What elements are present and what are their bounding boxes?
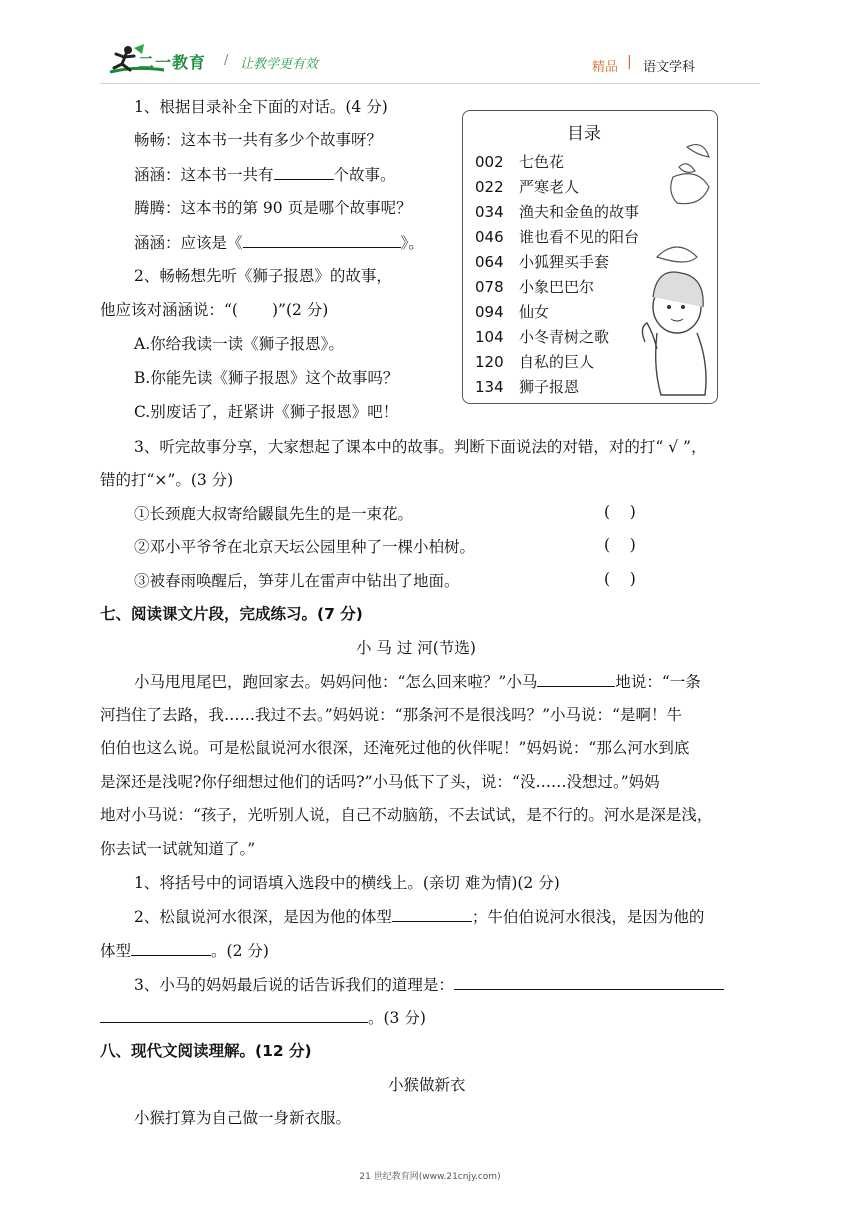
answer-paren[interactable]: ( ) xyxy=(604,536,636,554)
q1-line2 xyxy=(134,163,396,186)
q2-option-a: A.你给我读一读《狮子报恩》。 xyxy=(134,335,344,353)
q1-line3: 腾腾：这本书的第 90 页是哪个故事呢？ xyxy=(134,199,412,217)
q2-line1: 2、畅畅想先听《狮子报恩》的故事， xyxy=(134,267,392,285)
q3-item-1: ①长颈鹿大叔寄给鼹鼠先生的是一束花。 xyxy=(134,505,414,523)
q2-line2-end: )”(2 分) xyxy=(271,301,329,319)
toc-row: 002 七色花 xyxy=(475,153,565,171)
answer-paren[interactable]: ( ) xyxy=(604,570,636,588)
story-title: 小猴做新衣 xyxy=(388,1076,466,1094)
brand-name: 二一教育 xyxy=(138,53,207,72)
q2-line2 xyxy=(100,299,328,321)
toc-row: 078 小象巴巴尔 xyxy=(475,278,595,296)
answer-blank[interactable] xyxy=(454,973,724,990)
q2-option-b: B.你能先读《狮子报恩》这个故事吗？ xyxy=(134,369,399,387)
passage-text: 地说：“一条 xyxy=(615,673,701,691)
question-text: 2、松鼠说河水很深，是因为他的体型 xyxy=(134,908,392,926)
tag-quality: 精品 xyxy=(592,60,619,75)
slogan: 让教学更有效 xyxy=(240,57,319,72)
toc-row: 034 渔夫和金鱼的故事 xyxy=(475,203,640,221)
girl-reading-illustration-icon xyxy=(617,137,713,399)
answer-blank[interactable] xyxy=(100,1006,368,1023)
q1-prompt: 1、根据目录补全下面的对话。(4 分) xyxy=(134,98,388,116)
question-text: 。(3 分) xyxy=(368,1009,426,1027)
toc-row: 022 严寒老人 xyxy=(475,178,580,196)
sec7-q2 xyxy=(134,905,704,928)
answer-paren[interactable]: ( ) xyxy=(604,503,636,521)
answer-blank[interactable] xyxy=(274,163,334,180)
header-slash: / xyxy=(224,53,229,68)
toc-row: 104 小冬青树之歌 xyxy=(475,328,610,346)
toc-row: 064 小狐狸买手套 xyxy=(475,253,610,271)
header-divider xyxy=(100,83,760,84)
q1-line2-end: 个故事。 xyxy=(333,166,396,184)
toc-row: 134 狮子报恩 xyxy=(475,378,580,396)
passage-line: 地对小马说：“孩子，光听别人说，自己不动脑筋，不去试试，是不行的。河水是深是浅， xyxy=(100,806,713,824)
passage-title: 小 马 过 河(节选) xyxy=(356,639,476,657)
page-footer: 21 世纪教育网(www.21cnjy.com) xyxy=(359,1172,501,1182)
passage-text: 小马甩甩尾巴，跑回家去。妈妈问他：“怎么回来啦？”小马 xyxy=(134,673,538,691)
sec7-q2-cont xyxy=(100,939,269,962)
sec7-q3 xyxy=(134,973,724,996)
q3-line2: 错的打“×”。(3 分) xyxy=(100,471,234,489)
tag-separator: | xyxy=(627,54,632,70)
story-paragraph: 小猴打算为自己做一身新衣服。 xyxy=(134,1109,352,1127)
table-of-contents xyxy=(462,110,718,404)
toc-row: 046 谁也看不见的阳台 xyxy=(475,228,640,246)
q3-line1: 3、听完故事分享，大家想起了课本中的故事。判断下面说法的对错，对的打“ √ ”， xyxy=(134,438,707,456)
section-8-heading: 八、现代文阅读理解。(12 分) xyxy=(100,1042,312,1060)
question-text: 体型 xyxy=(100,942,132,960)
tag-subject: 语文学科 xyxy=(643,60,696,75)
passage-line: 河挡住了去路，我……我过不去。”妈妈说：“那条河不是很浅吗？”小马说：“是啊！牛 xyxy=(100,706,682,724)
question-text: ；牛伯伯说河水很浅，是因为他的 xyxy=(471,908,705,926)
answer-blank[interactable] xyxy=(392,905,472,922)
q1-line4-start: 涵涵：应该是《 xyxy=(134,234,243,252)
q1-line1: 畅畅：这本书一共有多少个故事呀？ xyxy=(134,131,383,149)
sec7-q3-cont xyxy=(100,1006,426,1029)
passage-line xyxy=(134,670,701,693)
sec7-q1: 1、将括号中的词语填入选段中的横线上。(亲切 难为情)(2 分) xyxy=(134,874,560,892)
answer-blank[interactable] xyxy=(537,670,615,687)
q2-option-c: C.别废话了，赶紧讲《狮子报恩》吧！ xyxy=(134,403,399,421)
passage-line: 是深还是浅呢?你仔细想过他们的话吗?”小马低下了头，说：“没……没想过。”妈妈 xyxy=(100,773,660,791)
question-text: 3、小马的妈妈最后说的话告诉我们的道理是： xyxy=(134,976,454,994)
q1-line4 xyxy=(134,231,424,254)
passage-line: 伯伯也这么说。可是松鼠说河水很深，还淹死过他的伙伴呢！”妈妈说：“那么河水到底 xyxy=(100,739,690,757)
answer-blank[interactable] xyxy=(131,939,211,956)
q1-line4-end: 》。 xyxy=(400,234,424,252)
q3-item-2: ②邓小平爷爷在北京天坛公园里种了一棵小柏树。 xyxy=(134,538,476,556)
section-7-heading: 七、阅读课文片段，完成练习。(7 分) xyxy=(100,605,363,623)
toc-row: 094 仙女 xyxy=(475,303,550,321)
toc-row: 120 自私的巨人 xyxy=(475,353,595,371)
passage-line: 你去试一试就知道了。” xyxy=(100,840,256,858)
q2-line2-start: 他应该对涵涵说：“( xyxy=(100,301,238,319)
question-text: 。(2 分) xyxy=(211,942,269,960)
q1-line2-start: 涵涵：这本书一共有 xyxy=(134,166,274,184)
answer-blank[interactable] xyxy=(243,231,401,248)
page-header xyxy=(0,0,860,90)
q3-item-3: ③被春雨唤醒后，笋芽儿在雷声中钻出了地面。 xyxy=(134,572,460,590)
toc-title: 目录 xyxy=(567,124,601,144)
